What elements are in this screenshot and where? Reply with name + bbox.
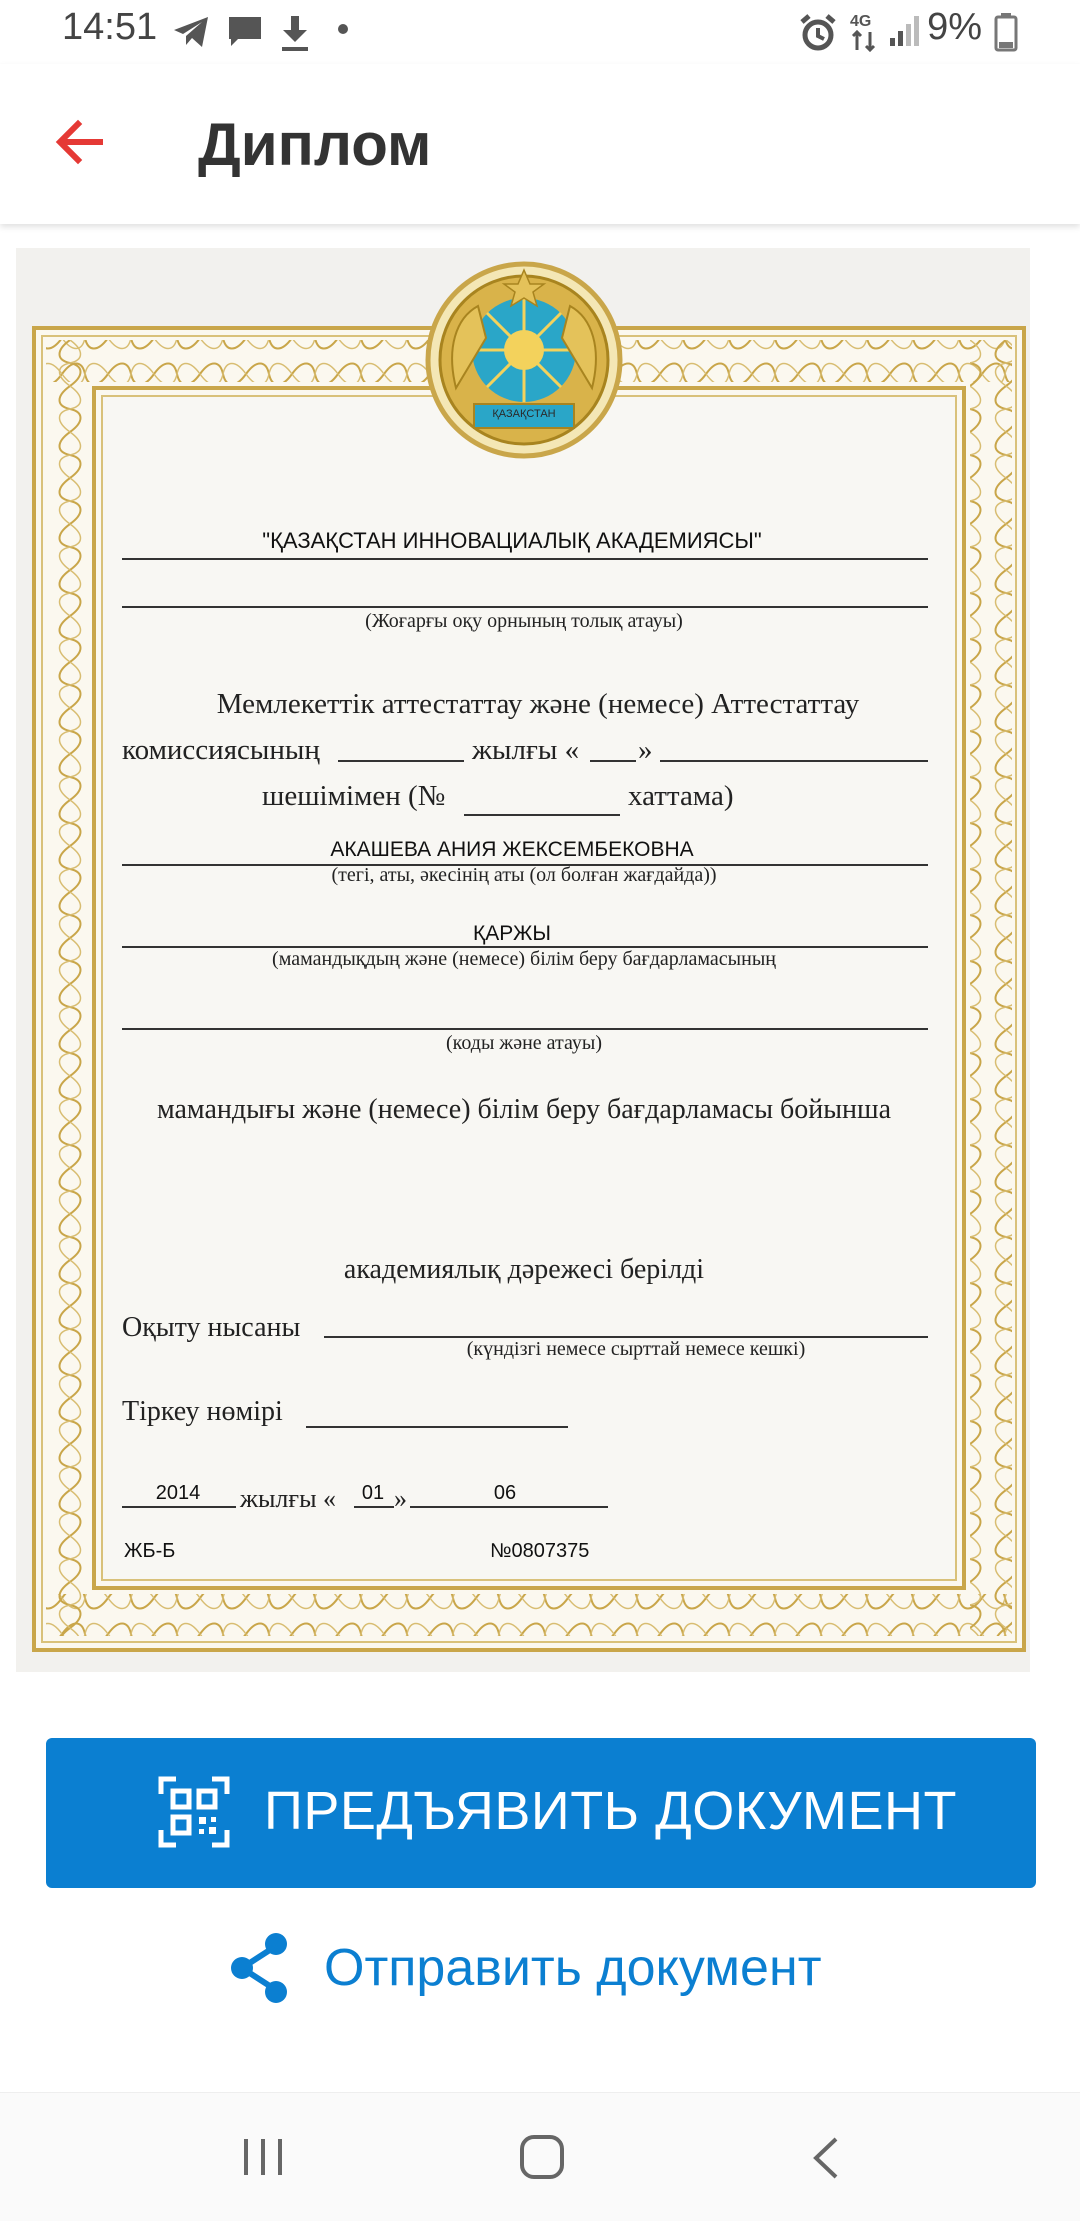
issue-date-label: жылғы «	[240, 1484, 337, 1513]
institution-underline-2	[122, 606, 928, 608]
name-caption: (тегі, аты, әкесінің аты (ол болған жағдайда))	[331, 864, 717, 886]
decision-number-underline	[464, 814, 620, 816]
issue-day: 01	[361, 1482, 385, 1504]
graduate-full-name: АКАШЕВА АНИЯ ЖЕКСЕМБЕКОВНА	[330, 838, 694, 861]
share-icon	[228, 1932, 292, 2004]
issue-year: 2014	[155, 1482, 201, 1504]
present-document-button[interactable]	[46, 1738, 1036, 1888]
telegram-icon	[172, 14, 212, 50]
qr-code-icon	[158, 1776, 230, 1848]
program-line: мамандығы және (немесе) білім беру бағдарламасы бойынша	[156, 1094, 892, 1125]
send-document-label: Отправить документ	[324, 1939, 822, 1997]
network-4g-icon	[848, 10, 882, 54]
commission-month-underline	[660, 760, 928, 762]
battery-icon	[994, 12, 1018, 52]
commission-quote-close: »	[638, 734, 653, 766]
message-icon	[226, 14, 264, 50]
present-document-label: ПРЕДЪЯВИТЬ ДОКУМЕНТ	[264, 1781, 958, 1841]
page-title: Диплом	[198, 111, 432, 178]
institution-caption: (Жоғарғы оқу орнының толық атауы)	[365, 610, 683, 632]
diploma-series: ЖБ-Б	[124, 1540, 176, 1562]
specialty-caption: (мамандықдың және (немесе) білім беру бағдарламасының	[272, 948, 776, 970]
specialty-name: ҚАРЖЫ	[473, 922, 551, 945]
svg-text:4G: 4G	[850, 13, 872, 30]
issue-year-underline	[122, 1506, 236, 1508]
registration-number-underline	[306, 1426, 568, 1428]
status-bar	[0, 0, 1080, 64]
back-arrow-icon[interactable]	[52, 114, 108, 170]
recent-apps-icon[interactable]	[238, 2135, 288, 2179]
app-bar	[0, 64, 1080, 224]
signal-icon	[888, 14, 922, 48]
issue-quote-close: »	[394, 1484, 407, 1513]
decision-label: шешімімен (№	[262, 780, 446, 812]
system-back-icon[interactable]	[808, 2135, 844, 2181]
study-form-caption: (күндізгі немесе сырттай немесе кешкі)	[466, 1338, 806, 1360]
diploma-number: №0807375	[490, 1540, 590, 1562]
decision-protocol: хаттама)	[628, 780, 734, 812]
study-form-label: Оқыту нысаны	[122, 1312, 301, 1343]
notification-dot-icon	[336, 22, 350, 36]
issue-day-underline	[354, 1506, 394, 1508]
commission-number-underline	[338, 760, 464, 762]
status-time: 14:51	[62, 6, 158, 48]
commission-line-1: Мемлекеттік аттестаттау және (немесе) Аттестаттау	[216, 688, 860, 720]
code-caption: (коды және атауы)	[446, 1032, 602, 1054]
battery-percent: 9%	[927, 6, 982, 48]
emblem-label: ҚАЗАҚСТАН	[492, 408, 556, 420]
degree-line: академиялық дәрежесі берілді	[343, 1254, 705, 1285]
system-nav-bar	[0, 2092, 1080, 2221]
commission-label: комиссиясының	[122, 734, 320, 766]
issue-month: 06	[493, 1482, 517, 1504]
download-icon	[278, 14, 312, 52]
institution-underline	[122, 558, 928, 560]
commission-year-label: жылғы «	[472, 734, 580, 766]
issue-month-underline	[410, 1506, 608, 1508]
code-underline	[122, 1028, 928, 1030]
registration-number-label: Тіркеу нөмірі	[122, 1396, 283, 1427]
commission-day-underline	[590, 760, 636, 762]
home-icon[interactable]	[518, 2133, 566, 2181]
state-emblem-icon	[428, 264, 620, 456]
send-document-button[interactable]	[228, 1932, 868, 2012]
institution-name: "ҚАЗАҚСТАН ИННОВАЦИАЛЫҚ АКАДЕМИЯСЫ"	[262, 528, 762, 553]
alarm-icon	[798, 14, 838, 52]
